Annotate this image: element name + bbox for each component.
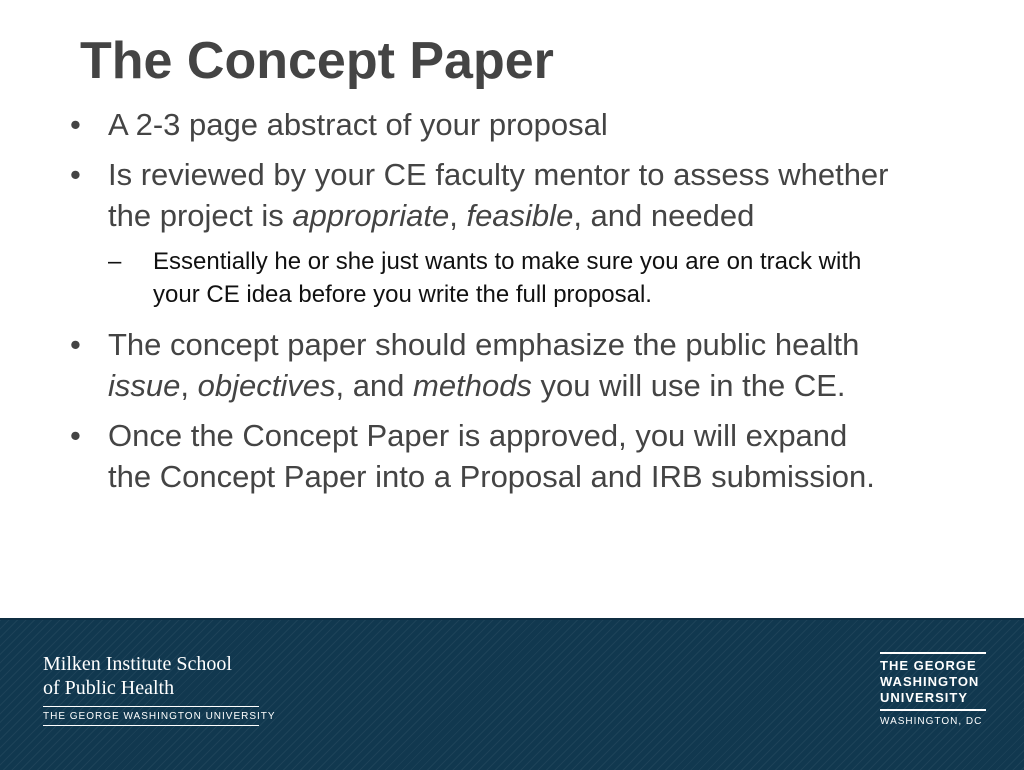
bullet-text-part: , (180, 368, 198, 403)
milken-logo-divider (43, 725, 259, 726)
bullet-text: Once the Concept Paper is approved, you will expand the Concept Paper into a Proposal and IRB submission. (108, 418, 875, 494)
slide-body (70, 104, 970, 506)
bullet-text: A 2-3 page abstract of your proposal (108, 107, 608, 142)
bullet-marker: • (70, 327, 81, 362)
bullet-text-part: , (449, 198, 467, 233)
milken-logo-divider (43, 706, 259, 707)
sub-bullet-text: Essentially he or she just wants to make sure you are on track with your CE idea before you write the full proposal. (153, 248, 862, 308)
bullet-text-part: , and needed (573, 198, 755, 233)
milken-logo-line2: of Public Health (43, 677, 175, 699)
gwu-logo-line3: UNIVERSITY (880, 690, 969, 705)
sub-bullet-marker: – (108, 248, 122, 275)
gwu-logo-line2: WASHINGTON (880, 674, 980, 689)
sub-bullet-item (108, 245, 913, 311)
bullet-text-part: you will use in the CE. (531, 368, 846, 403)
gwu-logo-line1: THE GEORGE (880, 658, 977, 673)
emphasis-objectives: objectives (197, 368, 336, 403)
emphasis-methods: methods (413, 368, 532, 403)
milken-institute-logo (43, 652, 276, 726)
bullet-text-part: The concept paper should emphasize the public health (108, 327, 860, 362)
gwu-logo-top-rule (880, 652, 986, 654)
bullet-list (70, 104, 970, 497)
gwu-logo-city: WASHINGTON, DC (880, 716, 983, 727)
milken-logo-line1: Milken Institute School (43, 653, 232, 675)
bullet-item (70, 324, 908, 406)
emphasis-feasible: feasible (466, 198, 574, 233)
emphasis-issue: issue (108, 368, 181, 403)
gwu-logo (880, 652, 990, 727)
bullet-marker: • (70, 418, 81, 453)
bullet-item (70, 104, 970, 145)
gwu-logo-name (880, 658, 990, 706)
milken-logo-subline: THE GEORGE WASHINGTON UNIVERSITY (43, 711, 276, 722)
bullet-text-part: Is reviewed by your CE faculty mentor to assess whether the project is (108, 157, 889, 233)
gwu-logo-bottom-rule (880, 709, 986, 711)
bullet-item (70, 415, 898, 497)
bullet-item (70, 154, 898, 236)
bullet-marker: • (70, 157, 81, 192)
bullet-marker: • (70, 107, 81, 142)
bullet-text-part: , and (335, 368, 414, 403)
slide-title: The Concept Paper (80, 32, 554, 90)
emphasis-appropriate: appropriate (292, 198, 450, 233)
